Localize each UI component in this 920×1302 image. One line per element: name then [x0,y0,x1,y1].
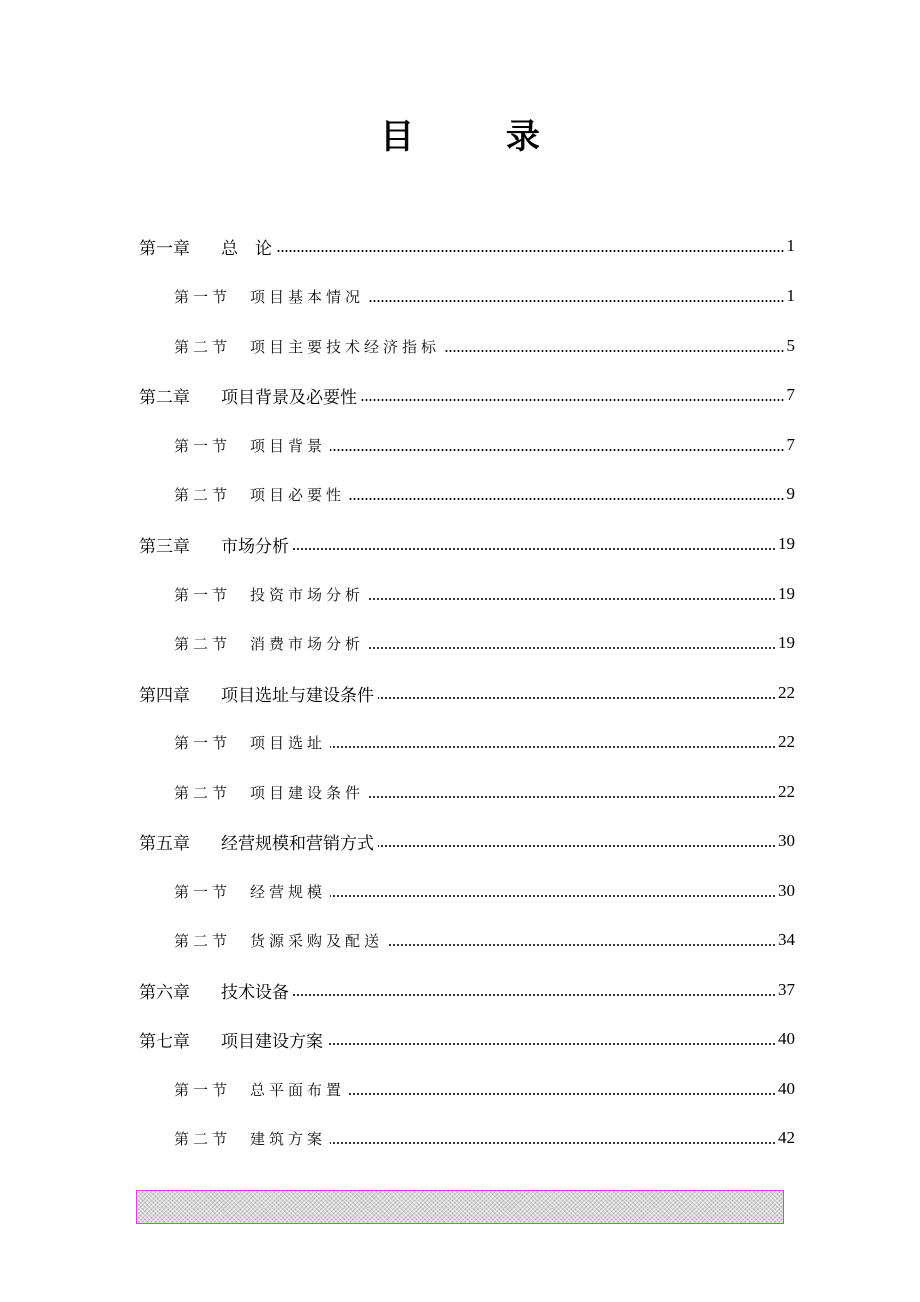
toc-entry[interactable] [139,1019,795,1059]
toc-label: 项目背景及必要性 [221,387,357,408]
toc-entry[interactable] [174,425,795,465]
toc-number: 第一节 [174,733,232,752]
toc-label: 项目主要技术经济指标 [250,337,441,356]
toc-label: 投资市场分析 [250,585,365,604]
dot-leader [293,994,776,996]
toc-entry[interactable] [139,673,795,713]
toc-number: 第一章 [139,238,190,259]
toc-page-number: 42 [778,1128,795,1147]
toc-entry[interactable] [139,375,795,415]
toc-entry[interactable] [174,276,795,316]
toc-label: 经营规模 [250,882,327,901]
toc-label: 项目选址 [250,733,327,752]
dot-leader [330,1142,776,1144]
toc-label: 项目必要性 [250,485,346,504]
toc-page-number: 19 [778,534,795,553]
dot-leader [387,944,776,946]
toc-label: 货源采购及配送 [250,931,384,950]
toc-label: 经营规模和营销方式 [221,833,374,854]
toc-page-number: 1 [786,236,795,255]
dot-leader [368,300,784,302]
toc-number: 第一节 [174,436,232,455]
toc-entry[interactable] [139,524,795,564]
toc-label: 建筑方案 [250,1129,327,1148]
toc-label: 项目背景 [250,436,327,455]
toc-label: 消费市场分析 [250,634,365,653]
toc-page-number: 22 [778,732,795,751]
toc-entry[interactable] [174,574,795,614]
toc-page-number: 19 [778,633,795,652]
toc-page-number: 30 [778,831,795,850]
toc-entry[interactable] [174,1118,795,1158]
dot-leader [293,548,776,550]
toc-number: 第一节 [174,287,232,306]
toc-page-number: 34 [778,930,795,949]
toc-number: 第三章 [139,536,190,557]
toc-number: 第二节 [174,337,232,356]
toc-entry[interactable] [174,722,795,762]
toc-page-number: 37 [778,980,795,999]
dot-leader [368,598,776,600]
toc-entry[interactable] [174,623,795,663]
toc-label: 总 论 [221,238,272,259]
toc-number: 第二节 [174,634,232,653]
toc-entry[interactable] [174,871,795,911]
toc-entry[interactable] [174,1069,795,1109]
toc-entry[interactable] [139,821,795,861]
toc-label: 总平面布置 [250,1080,346,1099]
toc-number: 第六章 [139,982,190,1003]
dot-leader [361,399,785,401]
toc-label: 市场分析 [221,536,289,557]
page-title: 目 录 [380,117,580,157]
toc-label: 项目建设条件 [250,783,365,802]
toc-number: 第五章 [139,833,190,854]
dot-leader [330,746,776,748]
toc-page-number: 7 [786,385,795,404]
toc-number: 第七章 [139,1031,190,1052]
toc-page-number: 1 [786,286,795,305]
dot-leader [327,1043,776,1045]
footer-hatched-box [136,1190,784,1224]
toc-number: 第二节 [174,1129,232,1148]
dot-leader [368,796,776,798]
toc-entry[interactable] [139,226,795,266]
toc-page-number: 19 [778,584,795,603]
toc-page-number: 7 [786,435,795,454]
toc-entry[interactable] [174,474,795,514]
toc-page-number: 30 [778,881,795,900]
toc-entry[interactable] [174,920,795,960]
toc-number: 第一节 [174,882,232,901]
dot-leader [330,895,776,897]
toc-page-number: 22 [778,683,795,702]
dot-leader [330,449,784,451]
dot-leader [444,350,784,352]
toc-page-number: 22 [778,782,795,801]
toc-label: 项目建设方案 [221,1031,323,1052]
dot-leader [276,250,785,252]
toc-number: 第四章 [139,685,190,706]
toc-page-number: 5 [786,336,795,355]
toc-number: 第二节 [174,783,232,802]
toc-page-number: 9 [786,484,795,503]
toc-number: 第二章 [139,387,190,408]
toc-entry[interactable] [139,970,795,1010]
toc-entry[interactable] [174,772,795,812]
dot-leader [378,845,776,847]
toc-label: 项目选址与建设条件 [221,685,374,706]
toc-number: 第一节 [174,585,232,604]
toc-number: 第二节 [174,485,232,504]
dot-leader [368,647,776,649]
toc-number: 第一节 [174,1080,232,1099]
dot-leader [349,498,784,500]
toc-page-number: 40 [778,1029,795,1048]
toc-page-number: 40 [778,1079,795,1098]
toc-entry[interactable] [174,326,795,366]
dot-leader [349,1093,776,1095]
dot-leader [378,697,776,699]
toc-label: 项目基本情况 [250,287,365,306]
toc-label: 技术设备 [221,982,289,1003]
toc-number: 第二节 [174,931,232,950]
